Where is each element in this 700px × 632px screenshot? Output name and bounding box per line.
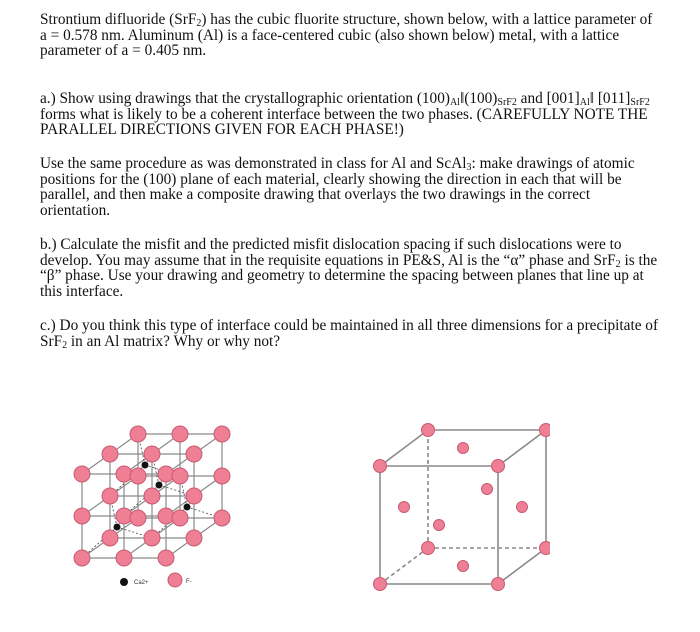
anion-atom	[172, 468, 188, 484]
fluorite-legend	[120, 573, 192, 587]
part-c-paragraph: c.) Do you think this type of interface could be maintained in all three dimensions for a precipitate of SrF$_2$ in an Al matrix? Why or why not?	[40, 317, 659, 351]
anion-atom	[102, 530, 118, 546]
corner-atom	[540, 424, 551, 437]
anion-atom	[186, 488, 202, 504]
cation-legend-label: Ca2+	[134, 580, 149, 586]
cation-legend-dot	[120, 578, 128, 586]
anion-atom	[172, 510, 188, 526]
anion-atom	[186, 530, 202, 546]
face-center-atom	[458, 561, 469, 572]
corner-atom	[540, 542, 551, 555]
cation-atom	[114, 524, 121, 531]
anion-atom	[116, 550, 132, 566]
anion-atom	[130, 468, 146, 484]
fluorite-structure-figure	[60, 398, 260, 598]
anion-atom	[102, 488, 118, 504]
anion-atom	[214, 510, 230, 526]
corner-atom	[492, 460, 505, 473]
procedure-paragraph: Use the same procedure as was demonstrated in class for Al and ScAl$_3$: make drawings of atomic positions for the (100) plane of each material, clearly showing the direction in each that will be parallel, and then make a composite drawing that overlays the two drawings in the correct orientation.	[40, 155, 635, 219]
anion-atom	[102, 446, 118, 462]
anion-atom	[158, 466, 174, 482]
fcc-aluminum-figure	[360, 416, 550, 606]
cube-edge	[498, 548, 546, 584]
face-center-atom	[399, 502, 410, 513]
face-center-atom	[517, 502, 528, 513]
anion-atom	[74, 550, 90, 566]
face-center-atom	[458, 443, 469, 454]
anion-atom	[74, 466, 90, 482]
cube-edge	[498, 430, 546, 466]
anion-legend-dot	[168, 573, 182, 587]
cube-edge	[380, 430, 428, 466]
anion-atom	[116, 466, 132, 482]
anion-atom	[74, 508, 90, 524]
anion-atom	[144, 488, 160, 504]
part-b-paragraph: b.) Calculate the misfit and the predicted misfit dislocation spacing if such dislocations were to develop. You may assume that in the requisite equations in PE&S, Al is the “α” phase and SrF$_2$ is the “β” phase. Use your drawing and geometry to determine the spacing between planes that line up at this interface.	[40, 236, 658, 300]
anion-atom	[130, 426, 146, 442]
anion-atom	[186, 446, 202, 462]
hidden-cube-edge	[380, 548, 428, 584]
anion-legend-label: F-	[186, 579, 192, 585]
corner-atom	[492, 578, 505, 591]
corner-atom	[374, 578, 387, 591]
fluorite-lattice	[74, 426, 230, 566]
cation-atom	[156, 482, 163, 489]
anion-atom	[158, 550, 174, 566]
corner-atom	[422, 424, 435, 437]
corner-atom	[422, 542, 435, 555]
part-a-paragraph: a.) Show using drawings that the crystallographic orientation $(100)_{Al}‖(100)_{SrF2}$ and $[001]_{Al}‖$ $[011]_{SrF2}$ forms what is likely to be a coherent interface between the two phases. (CAREFULLY NOTE THE PARALLEL DIRECTIONS GIVEN FOR EACH PHASE!)	[40, 90, 650, 139]
anion-atom	[172, 426, 188, 442]
cation-atom	[142, 462, 149, 469]
anion-atom	[144, 530, 160, 546]
intro-paragraph: Strontium difluoride (SrF$_2$) has the cubic fluorite structure, shown below, with a lattice parameter of a = 0.578 nm. Aluminum (Al) is a face-centered cubic (also shown below) metal, with a lattice parameter of a = 0.405 nm.	[40, 11, 653, 60]
anion-atom	[214, 426, 230, 442]
anion-atom	[158, 508, 174, 524]
face-center-atom	[482, 484, 493, 495]
anion-atom	[144, 446, 160, 462]
cation-atom	[184, 504, 191, 511]
face-center-atom	[434, 520, 445, 531]
anion-atom	[130, 510, 146, 526]
corner-atom	[374, 460, 387, 473]
fcc-cube	[374, 424, 551, 591]
anion-atom	[116, 508, 132, 524]
anion-atom	[214, 468, 230, 484]
